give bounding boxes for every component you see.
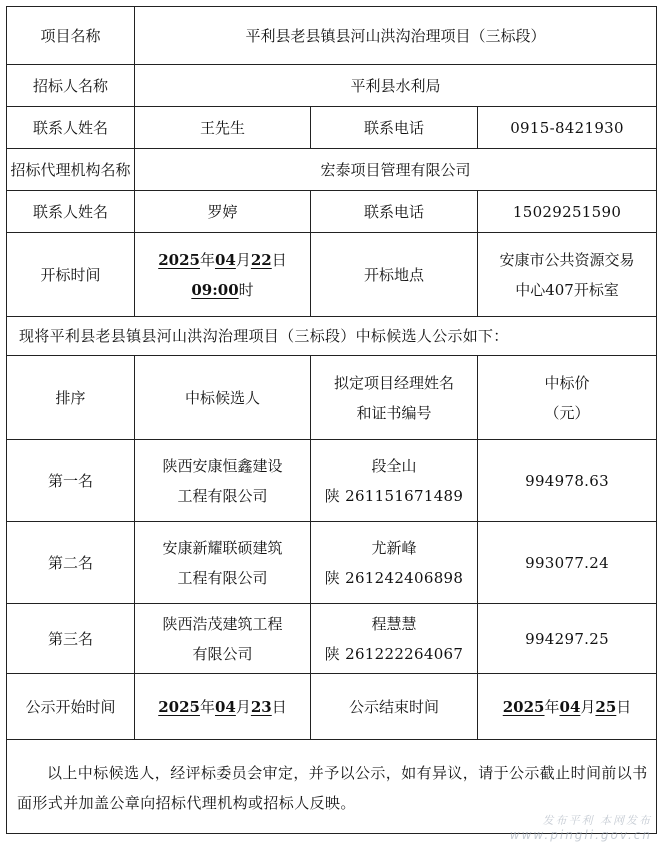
tenderer-value: 平利县水利局 xyxy=(135,65,657,107)
row-publicity xyxy=(7,674,657,740)
opening-time-value: 2025年04月22日 09:00时 xyxy=(135,233,311,317)
contact1-phone: 0915-8421930 xyxy=(478,107,657,149)
candidate-manager: 段全山 陕 261151671489 xyxy=(311,440,478,522)
candidate-rank: 第一名 xyxy=(7,440,135,522)
opening-clock: 09:00 xyxy=(191,280,239,299)
header-rank: 排序 xyxy=(7,356,135,440)
publicity-end-value: 2025年04月25日 xyxy=(478,674,657,740)
row-opening xyxy=(7,233,657,317)
contact1-name-label: 联系人姓名 xyxy=(7,107,135,149)
project-value: 平利县老县镇县河山洪沟治理项目（三标段） xyxy=(135,7,657,65)
row-intro xyxy=(7,317,657,356)
publicity-start-label: 公示开始时间 xyxy=(7,674,135,740)
agency-label: 招标代理机构名称 xyxy=(7,149,135,191)
row-agency xyxy=(7,149,657,191)
agency-value: 宏泰项目管理有限公司 xyxy=(135,149,657,191)
candidate-rank: 第二名 xyxy=(7,522,135,604)
contact1-name: 王先生 xyxy=(135,107,311,149)
opening-place-label: 开标地点 xyxy=(311,233,478,317)
opening-month: 04 xyxy=(214,250,236,269)
tenderer-label: 招标人名称 xyxy=(7,65,135,107)
contact2-name-label: 联系人姓名 xyxy=(7,191,135,233)
table-row xyxy=(7,440,657,522)
row-project xyxy=(7,7,657,65)
table-row xyxy=(7,604,657,674)
opening-day: 22 xyxy=(250,250,272,269)
intro-text: 现将平利县老县镇县河山洪沟治理项目（三标段）中标候选人公示如下： xyxy=(7,317,657,356)
header-price: 中标价 （元） xyxy=(478,356,657,440)
row-contact2 xyxy=(7,191,657,233)
row-tenderer xyxy=(7,65,657,107)
header-manager: 拟定项目经理姓名 和证书编号 xyxy=(311,356,478,440)
contact2-name: 罗婷 xyxy=(135,191,311,233)
opening-time-label: 开标时间 xyxy=(7,233,135,317)
project-label: 项目名称 xyxy=(7,7,135,65)
candidate-price: 993077.24 xyxy=(478,522,657,604)
contact1-phone-label: 联系电话 xyxy=(311,107,478,149)
row-headers xyxy=(7,356,657,440)
candidate-company: 安康新耀联硕建筑 工程有限公司 xyxy=(135,522,311,604)
site-watermark: 发布平利 本网发布 www.pingli.gov.cn xyxy=(509,814,652,842)
candidate-company: 陕西安康恒鑫建设 工程有限公司 xyxy=(135,440,311,522)
candidate-price: 994978.63 xyxy=(478,440,657,522)
candidate-rank: 第三名 xyxy=(7,604,135,674)
candidate-manager: 程慧慧 陕 261222264067 xyxy=(311,604,478,674)
header-candidate: 中标候选人 xyxy=(135,356,311,440)
candidate-price: 994297.25 xyxy=(478,604,657,674)
row-contact1 xyxy=(7,107,657,149)
opening-place-value: 安康市公共资源交易 中心407开标室 xyxy=(478,233,657,317)
opening-year: 2025 xyxy=(158,250,200,269)
candidate-company: 陕西浩茂建筑工程 有限公司 xyxy=(135,604,311,674)
footer-note: 以上中标候选人，经评标委员会审定，并予以公示，如有异议，请于公示截止时间前以书面形式并加盖公章向招标代理机构或招标人反映。 xyxy=(7,740,657,834)
publicity-start-value: 2025年04月23日 xyxy=(135,674,311,740)
bid-candidate-table xyxy=(6,6,657,834)
contact2-phone-label: 联系电话 xyxy=(311,191,478,233)
candidate-manager: 尤新峰 陕 261242406898 xyxy=(311,522,478,604)
table-row xyxy=(7,522,657,604)
publicity-end-label: 公示结束时间 xyxy=(311,674,478,740)
contact2-phone: 15029251590 xyxy=(478,191,657,233)
row-footer xyxy=(7,740,657,834)
